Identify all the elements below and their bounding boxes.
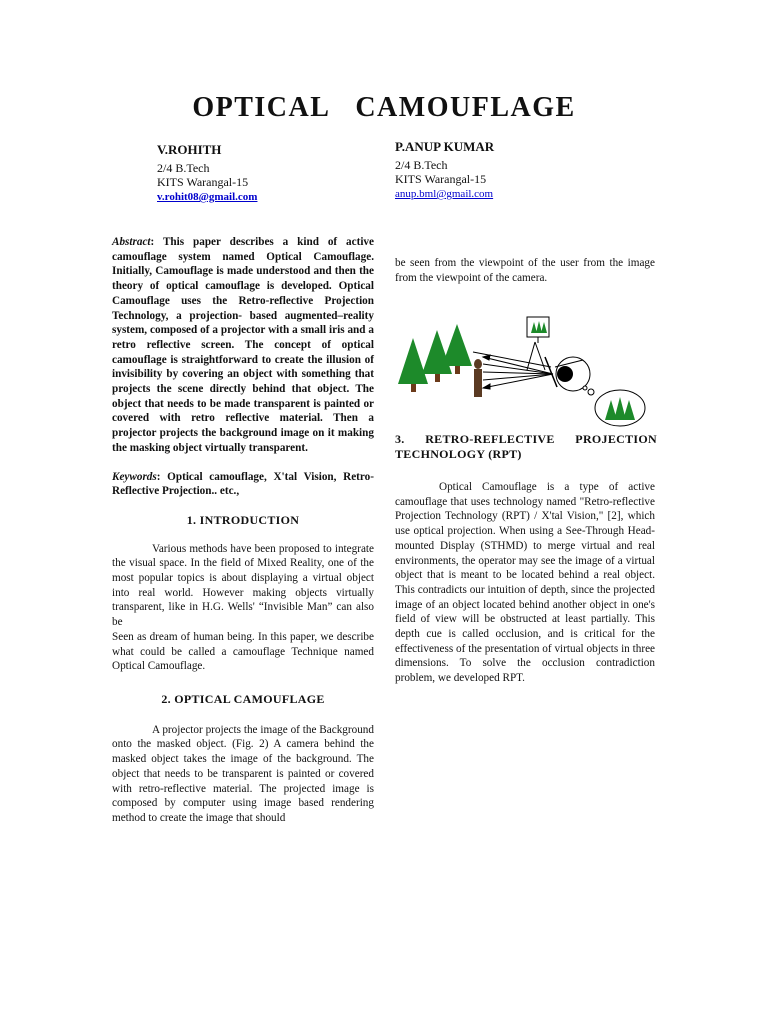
- continued-paragraph: be seen from the viewpoint of the user from the image from the viewpoint of the camera.: [395, 257, 655, 284]
- section-heading-introduction: 1. INTRODUCTION: [186, 512, 300, 527]
- author-name: P.ANUP KUMAR: [395, 139, 495, 154]
- author-block-1: [157, 142, 257, 203]
- keywords-paragraph: [112, 470, 374, 499]
- masked-person-icon: [474, 359, 482, 397]
- optical-camouflage-paragraph: A projector projects the image of the Background onto the masked object. (Fig. 2) A camera behind the masked object takes the image of the background. The object that needs to be transparent is painted or covered with retro-reflective material. The projected image is composed by computer using image based rendering method to create the image that should: [112, 723, 374, 824]
- keywords-text: : Optical camouflage, X'tal Vision, Retro-Reflective Projection.. etc.,: [112, 470, 374, 498]
- abstract-text: : This paper describes a kind of active camouflage system named Optical Camouflage. Initially, Camouflage is made understood and then the theory of optical camouflage is developed. Optical Camouflage uses the Retro-reflective Projection Technology, a projection- based augmented–reality system, composed of a projector with a small iris and a retro reflective screen. The concept of optical camouflage is straightforward to create the illusion of invisibility by covering an object with something that projects the scene directly behind that object. The object that needs to be made transparent is painted or covered with retro reflective material. Then a projector projects the background image on it making the masking object virtually transparent.: [112, 236, 374, 454]
- rpt-diagram-figure: [395, 312, 660, 432]
- author-name: V.ROHITH: [157, 142, 222, 157]
- introduction-paragraph: Various methods have been proposed to integrate the visual space. In the field of Mixed Reality, one of the most popular topics is about displaying a virtual object into real world. However making objects virtually transparent, like in H.G. Wells' “Invisible Man” can also be: [112, 542, 374, 629]
- keywords-label: Keywords: [112, 470, 157, 483]
- author-affiliation-line: KITS Warangal-15: [157, 175, 249, 189]
- rpt-paragraph: Optical Camouflage is a type of active camouflage that uses technology named "Retro-reflective Projection Technology (RPT) / X'tal Vision," [2], which use optical projection. When using a See-Through Head-mounted Display (STHMD) to merge virtual and real environments, the operator may see the image of a virtual object that is meant to be located behind a real object. This contradicts our intuition of depth, since the projected image of an object located behind another object in one's field of view will be obstructed at least partially. This depth cue is called occlusion, and is critical for the effectiveness of the presentation of virtual objects in three dimensions. To solve the occlusion contradiction problem, we developed RPT.: [395, 481, 655, 685]
- author-email-link[interactable]: v.rohit08@gmail.com: [157, 191, 258, 203]
- author-affiliation-line: 2/4 B.Tech: [157, 161, 210, 175]
- abstract-paragraph: [112, 235, 374, 456]
- viewer-thought-bubble-icon: [583, 386, 645, 426]
- display-monitor-icon: [527, 317, 549, 343]
- abstract-label: Abstract: [112, 236, 151, 248]
- paper-title: OPTICAL CAMOUFLAGE: [192, 92, 576, 123]
- author-block-2: [395, 139, 494, 200]
- tree-icon: [398, 338, 428, 392]
- section-heading-rpt: 3. RETRO-REFLECTIVE PROJECTION TECHNOLOGY (RPT): [395, 432, 657, 461]
- author-affiliation-line: KITS Warangal-15: [395, 172, 487, 186]
- section-heading-optical-camouflage: 2. OPTICAL CAMOUFLAGE: [161, 691, 325, 706]
- projection-rays: [473, 342, 583, 389]
- author-affiliation-line: 2/4 B.Tech: [395, 158, 448, 172]
- projector-icon: [545, 357, 590, 391]
- left-column: [112, 235, 374, 826]
- author-email-link[interactable]: anup.bml@gmail.com: [395, 188, 494, 200]
- introduction-paragraph: Seen as dream of human being. In this paper, we describe what could be called a camouflage Technique named Optical Camouflage.: [112, 630, 374, 673]
